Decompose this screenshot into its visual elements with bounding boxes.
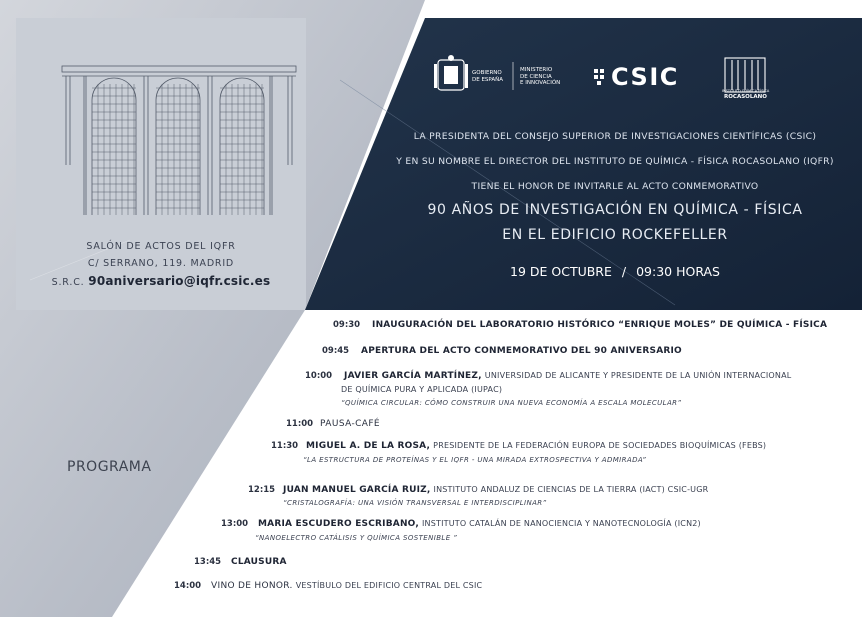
programa-heading: PROGRAMA <box>67 459 152 475</box>
event-title-line-1: 90 AÑOS DE INVESTIGACIÓN EN QUÍMICA - FÍSICA <box>427 202 803 218</box>
speaker-affiliation-cont: DE QUÍMICA PURA Y APLICADA (IUPAC) <box>341 385 503 394</box>
program-title: CLAUSURA <box>231 557 287 567</box>
venue-contact <box>16 274 306 288</box>
speaker-name: MARIA ESCUDERO ESCRIBANO, <box>258 519 419 529</box>
program-item-1215 <box>248 484 708 495</box>
talk-title: “CRISTALOGRAFÍA: UNA VISIÓN TRANSVERSAL E INTERDISCIPLINAR” <box>283 499 547 507</box>
program-item-1100 <box>286 418 380 429</box>
rocasolano-label: ROCASOLANO <box>724 94 767 100</box>
program-location: VESTÍBULO DEL EDIFICIO CENTRAL DEL CSIC <box>295 581 483 590</box>
speaker-affiliation: INSTITUTO CATALÁN DE NANOCIENCIA Y NANOTECNOLOGÍA (ICN2) <box>421 519 701 528</box>
invitation-line-3: TIENE EL HONOR DE INVITARLE AL ACTO CONMEMORATIVO <box>471 181 759 192</box>
program-item-1400 <box>174 580 482 591</box>
program-time: 09:30 <box>333 320 361 330</box>
src-prefix: S.R.C. <box>51 277 85 288</box>
program-title: APERTURA DEL ACTO CONMEMORATIVO DEL 90 ANIVERSARIO <box>361 346 682 356</box>
event-title-line-2: EN EL EDIFICIO ROCKEFELLER <box>502 227 728 243</box>
program-title: VINO DE HONOR. <box>211 581 293 591</box>
speaker-name: MIGUEL A. DE LA ROSA, <box>306 441 431 451</box>
program-title: INAUGURACIÓN DEL LABORATORIO HISTÓRICO “ENRIQUE MOLES” DE QUÍMICA - FÍSICA <box>372 320 828 330</box>
invitation-line-2: Y EN SU NOMBRE EL DIRECTOR DEL INSTITUTO DE QUÍMICA - FÍSICA ROCASOLANO (IQFR) <box>396 156 834 167</box>
program-time: 13:45 <box>194 557 222 567</box>
event-date-time <box>310 264 862 279</box>
event-date: 19 DE OCTUBRE <box>510 264 612 279</box>
program-item-1300 <box>221 518 701 529</box>
program-item-1345 <box>194 556 287 567</box>
speaker-affiliation: UNIVERSIDAD DE ALICANTE Y PRESIDENTE DE LA UNIÓN INTERNACIONAL <box>484 371 792 380</box>
program-time: 09:45 <box>322 346 350 356</box>
rocasolano-small-label: INSTITUTO QUÍMICA FÍSICA <box>722 89 770 93</box>
venue-line-2: C/ SERRANO, 119. MADRID <box>87 258 235 269</box>
program-time: 11:30 <box>271 441 299 451</box>
talk-title: “NANOELECTRO CATÁLISIS Y QUÍMICA SOSTENIBLE ” <box>255 534 458 542</box>
invitation-line-1: LA PRESIDENTA DEL CONSEJO SUPERIOR DE INVESTIGACIONES CIENTÍFICAS (CSIC) <box>413 131 817 142</box>
talk-title: “LA ESTRUCTURA DE PROTEÍNAS Y EL IQFR - UNA MIRADA EXTROSPECTIVA Y ADMIRADA” <box>303 456 647 464</box>
program-time: 11:00 <box>286 419 314 429</box>
program-time: 12:15 <box>248 485 276 495</box>
gobierno-label: GOBIERNO DE ESPAÑA <box>472 70 504 83</box>
program-time: 10:00 <box>305 371 333 381</box>
program-item-0930 <box>333 319 827 330</box>
event-time: 09:30 HORAS <box>636 264 720 279</box>
program-item-0945 <box>322 345 682 356</box>
date-separator: / <box>621 264 627 279</box>
contact-email-link[interactable]: 90aniversario@iqfr.csic.es <box>88 274 271 288</box>
speaker-affiliation: INSTITUTO ANDALUZ DE CIENCIAS DE LA TIERRA (IACT) CSIC-UGR <box>433 485 709 494</box>
talk-title: “QUÍMICA CIRCULAR: CÓMO CONSTRUIR UNA NUEVA ECONOMÍA A ESCALA MOLECULAR” <box>341 399 682 407</box>
program-time: 13:00 <box>221 519 249 529</box>
speaker-name: JAVIER GARCÍA MARTÍNEZ, <box>344 371 482 381</box>
program-title: PAUSA-CAFÉ <box>320 419 381 429</box>
venue-line-1: SALÓN DE ACTOS DEL IQFR <box>86 241 236 252</box>
speaker-affiliation: PRESIDENTE DE LA FEDERACIÓN EUROPA DE SOCIEDADES BIOQUÍMICAS (FEBS) <box>433 441 767 450</box>
program-item-1130 <box>271 440 766 451</box>
speaker-name: JUAN MANUEL GARCÍA RUIZ, <box>283 485 431 495</box>
csic-logo-text: CSIC <box>611 63 679 91</box>
ministerio-label: MINISTERIO DE CIENCIA E INNOVACIÓN <box>520 67 561 86</box>
program-item-1000 <box>305 370 791 381</box>
program-time: 14:00 <box>174 581 202 591</box>
